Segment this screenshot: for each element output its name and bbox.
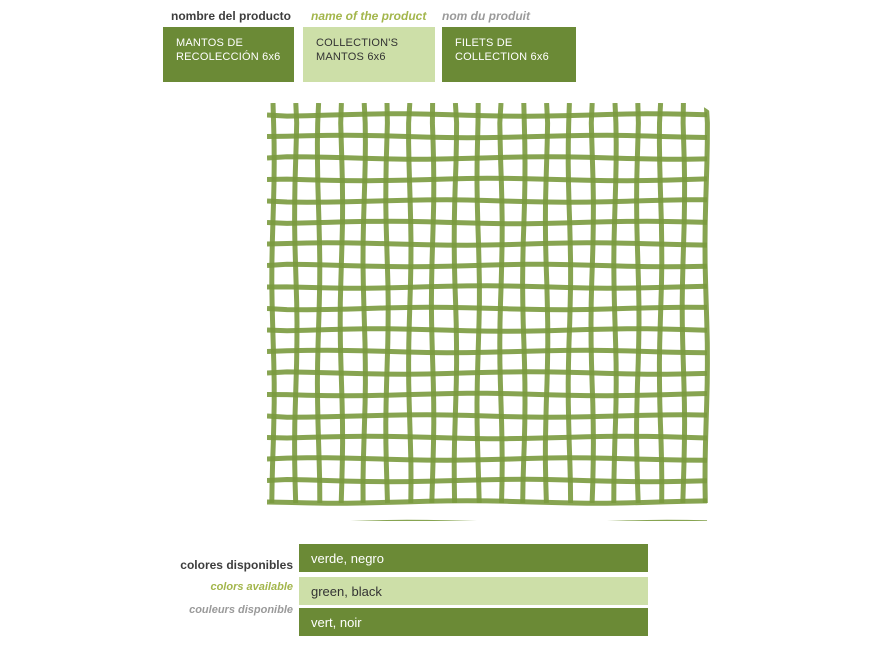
mesh-horizontal-strand (267, 178, 707, 180)
mesh-horizontal-strand (267, 221, 707, 223)
mesh-vertical-strand (386, 103, 388, 503)
mesh-horizontal-strand (267, 458, 707, 460)
mesh-horizontal-strand (267, 157, 707, 159)
colors-label-spanish: colores disponibles (180, 558, 293, 572)
mesh-horizontal-strand (267, 350, 707, 352)
product-name-french: FILETS DE COLLECTION 6x6 (442, 27, 576, 82)
mesh-horizontal-strand (267, 307, 707, 309)
mesh-vertical-strand (317, 103, 319, 503)
mesh-vertical-strand (705, 103, 707, 503)
mesh-horizontal-strand (267, 264, 707, 266)
mesh-vertical-strand (545, 103, 547, 503)
colors-value-french: vert, noir (299, 608, 648, 636)
mesh-vertical-strand (637, 103, 639, 503)
mesh-horizontal-strand (267, 243, 707, 245)
mesh-vertical-strand (614, 103, 616, 503)
header-english: name of the product (311, 9, 427, 23)
mesh-vertical-strand (500, 103, 502, 503)
mesh-horizontal-strand (267, 135, 707, 137)
mesh-horizontal-strand (267, 415, 707, 417)
mesh-vertical-strand (477, 103, 479, 503)
mesh-horizontal-strand (267, 501, 707, 503)
colors-label-english: colors available (210, 581, 293, 593)
mesh-vertical-strand (682, 103, 684, 503)
mesh-vertical-strand (454, 103, 456, 503)
colors-value-spanish: verde, negro (299, 544, 648, 572)
mesh-horizontal-strand (267, 372, 707, 374)
mesh-horizontal-strand (267, 479, 707, 481)
product-image-mesh (267, 103, 723, 521)
mesh-vertical-strand (340, 103, 342, 503)
mesh-horizontal-strand (267, 329, 707, 331)
mesh-vertical-strand (568, 103, 570, 503)
product-name-spanish: MANTOS DE RECOLECCIÓN 6x6 (163, 27, 294, 82)
mesh-vertical-strand (295, 103, 297, 503)
product-name-english: COLLECTION'S MANTOS 6x6 (303, 27, 435, 82)
mesh-vertical-strand (409, 103, 411, 503)
mesh-vertical-strand (591, 103, 593, 503)
mesh-vertical-strand (523, 103, 525, 503)
mesh-horizontal-strand (267, 286, 707, 288)
mesh-horizontal-strand (267, 393, 707, 395)
mesh-horizontal-strand (267, 436, 707, 438)
colors-value-english: green, black (299, 577, 648, 605)
mesh-vertical-strand (272, 103, 274, 503)
mesh-vertical-strand (363, 103, 365, 503)
colors-label-french: couleurs disponible (189, 604, 293, 616)
mesh-vertical-strand (659, 103, 661, 503)
header-spanish: nombre del producto (171, 9, 291, 23)
header-french: nom du produit (442, 9, 530, 23)
mesh-vertical-strand (431, 103, 433, 503)
mesh-horizontal-strand (267, 114, 707, 116)
mesh-horizontal-strand (267, 200, 707, 202)
